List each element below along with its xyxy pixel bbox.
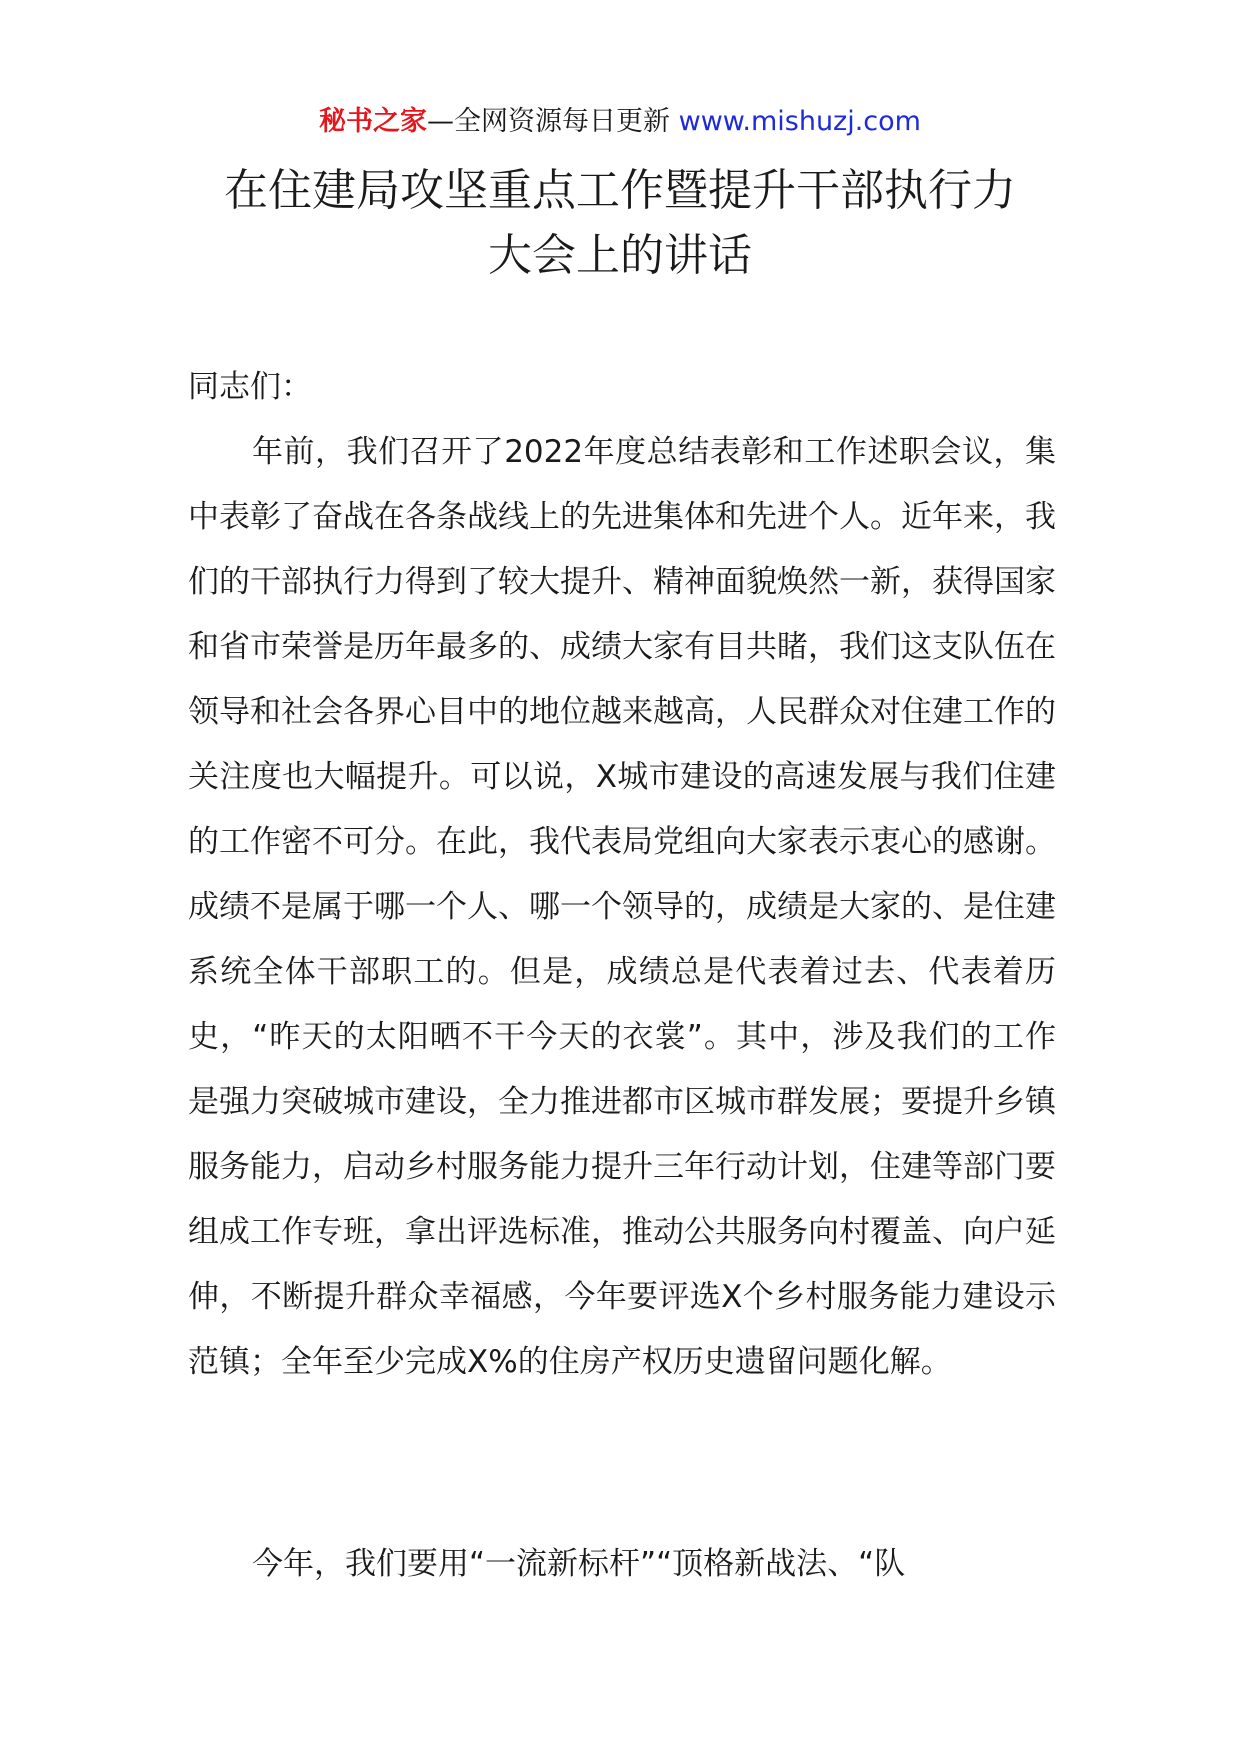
header-tagline: —全网资源每日更新: [427, 106, 671, 137]
salutation: 同志们：: [188, 369, 312, 405]
document-title-line-1: 在住建局攻坚重点工作暨提升干部执行力: [224, 165, 1016, 216]
site-header: [0, 102, 1240, 142]
document-title-line-2: 大会上的讲话: [488, 230, 752, 281]
brand-name: 秘书之家: [319, 106, 428, 137]
body-paragraph: 今年，我们要用“一流新标杆”“顶格新战法、“队: [252, 1546, 906, 1582]
site-url-link[interactable]: www.mishuzj.com: [678, 106, 921, 137]
body-paragraph: 年前，我们召开了2022年度总结表彰和工作述职会议，集中表彰了奋战在各条战线上的先进集体和先进个人。近年来，我们的干部执行力得到了较大提升、精神面貌焕然一新，获得国家和省市荣誉是历年最多的、成绩大家有目共睹，我们这支队伍在领导和社会各界心目中的地位越来越高，人民群众对住建工作的关注度也大幅提升。可以说，X城市建设的高速发展与我们住建的工作密不可分。在此，我代表局党组向大家表示衷心的感谢。成绩不是属于哪一个人、哪一个领导的，成绩是大家的、是住建系统全体干部职工的。但是，成绩总是代表着过去、代表着历史，“昨天的太阳晒不干今天的衣裳”。其中，涉及我们的工作是强力突破城市建设，全力推进都市区城市群发展；要提升乡镇服务能力，启动乡村服务能力提升三年行动计划，住建等部门要组成工作专班，拿出评选标准，推动公共服务向村覆盖、向户延伸，不断提升群众幸福感，今年要评选X个乡村服务能力建设示范镇；全年至少完成X%的住房产权历史遗留问题化解。: [188, 434, 1056, 1380]
